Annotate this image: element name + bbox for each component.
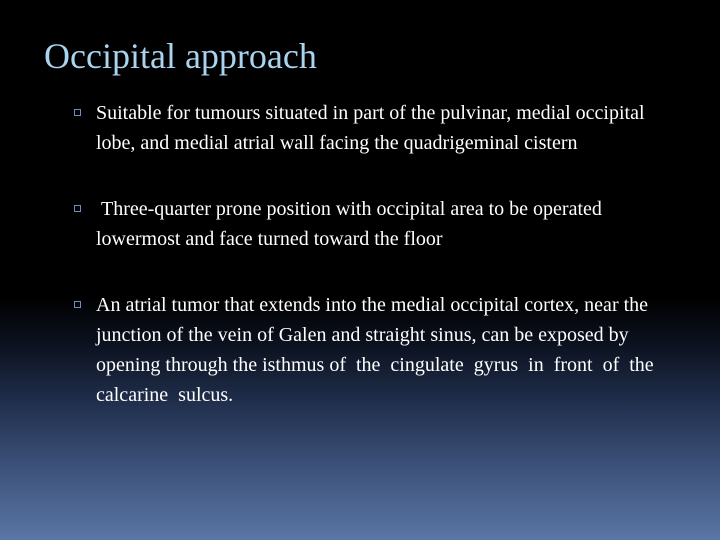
- bullet-item: [70, 290, 670, 410]
- bullet-text: Suitable for tumours situated in part of the pulvinar, medial occipital lobe, and medial atrial wall facing the quadrigeminal cistern: [96, 102, 650, 154]
- bullet-item: [70, 98, 670, 158]
- square-bullet-icon: [74, 205, 81, 212]
- bullet-text: Three-quarter prone position with occipital area to be operated lowermost and face turned toward the floor: [96, 198, 607, 250]
- square-bullet-icon: [74, 301, 81, 308]
- bullet-item: [70, 194, 670, 254]
- slide-title: Occipital approach: [44, 36, 317, 76]
- bullet-text: An atrial tumor that extends into the medial occipital cortex, near the junction of the vein of Galen and straight sinus, can be exposed by opening through the isthmus of the cingulate gyrus in front of the calcarine sulcus.: [96, 294, 659, 406]
- square-bullet-icon: [74, 109, 81, 116]
- bullet-list: [70, 98, 670, 410]
